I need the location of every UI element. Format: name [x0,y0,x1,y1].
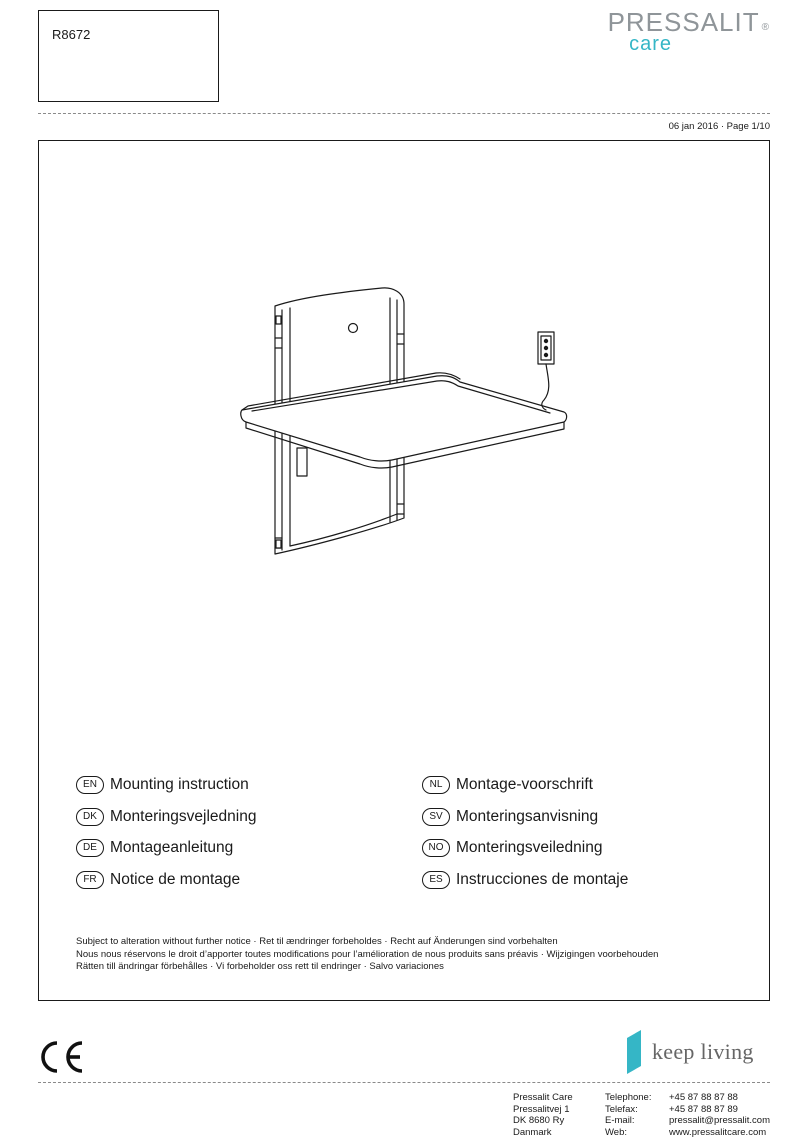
product-code: R8672 [52,27,91,42]
telephone-value: +45 87 88 87 88 [669,1092,738,1103]
language-row [76,805,256,829]
brand-sub: care [629,33,672,55]
divider-bottom [38,1082,770,1083]
language-row [422,868,628,892]
language-code: SV [422,808,450,826]
language-row [422,773,628,797]
language-title: Notice de montage [110,870,241,888]
company-address [513,1092,573,1138]
language-code: NO [422,839,450,857]
contact-labels [605,1092,651,1138]
product-code-box [38,10,219,102]
brand-name-row [608,8,770,36]
language-row [76,836,256,860]
address-line: Pressalitvej 1 [513,1103,570,1115]
registered-mark: ® [761,22,770,33]
language-code: DE [76,839,104,857]
address-line: DK 8680 Ry [513,1115,565,1126]
language-row [76,773,256,797]
telefax-value: +45 87 88 87 89 [669,1103,738,1115]
language-code: NL [422,776,450,794]
language-title: Montageanleitung [110,839,234,856]
language-list-left [76,773,256,892]
notice-line: Subject to alteration without further notice · Ret til ændringer forbeholdes · Recht auf Änderungen sind vorbehalten [76,936,558,947]
web-value: www.pressalitcare.com [669,1126,767,1138]
language-row [422,836,628,860]
address-line: Danmark [513,1126,552,1138]
language-row [76,868,256,892]
notice-line: Nous nous réservons le droit d’apporter toutes modifications pour l’amélioration de nous produits sans préavis · Wijzigingen voorbehouden [76,948,659,960]
email-value: pressalit@pressalit.com [669,1115,770,1126]
language-title: Montage-voorschrift [456,776,593,793]
notice-line: Rätten till ändringar förbehålles · Vi forbeholder oss rett til endringer · Salvo variaciones [76,961,444,972]
language-title: Monteringsanvisning [456,807,599,825]
contact-label: Telefax: [605,1103,638,1115]
contact-label: Web: [605,1126,628,1138]
contact-label: Telephone: [605,1092,652,1103]
language-row [422,805,628,829]
product-illustration [232,278,572,568]
language-title: Monteringsveiledning [456,839,603,856]
language-code: ES [422,871,450,889]
language-code: FR [76,871,104,889]
brand-logo [608,8,770,54]
brand-name: PRESSALIT [607,7,760,37]
language-title: Mounting instruction [110,776,249,793]
address-line: Pressalit Care [513,1092,573,1103]
language-list-right [422,773,628,892]
contact-values [669,1092,770,1138]
brand-ribbon-icon [626,1028,642,1076]
dateline: 06 jan 2016 · Page 1/10 [668,121,770,132]
language-code: EN [76,776,104,794]
language-title: Instrucciones de montaje [456,870,629,888]
alteration-notice [76,936,658,974]
divider-top [38,113,770,114]
slogan-logo [626,1028,754,1076]
language-title: Monteringsvejledning [110,807,257,825]
contact-label: E-mail: [605,1115,635,1126]
ce-mark-icon [38,1040,86,1074]
slogan-text: keep living [652,1039,754,1064]
language-code: DK [76,808,104,826]
